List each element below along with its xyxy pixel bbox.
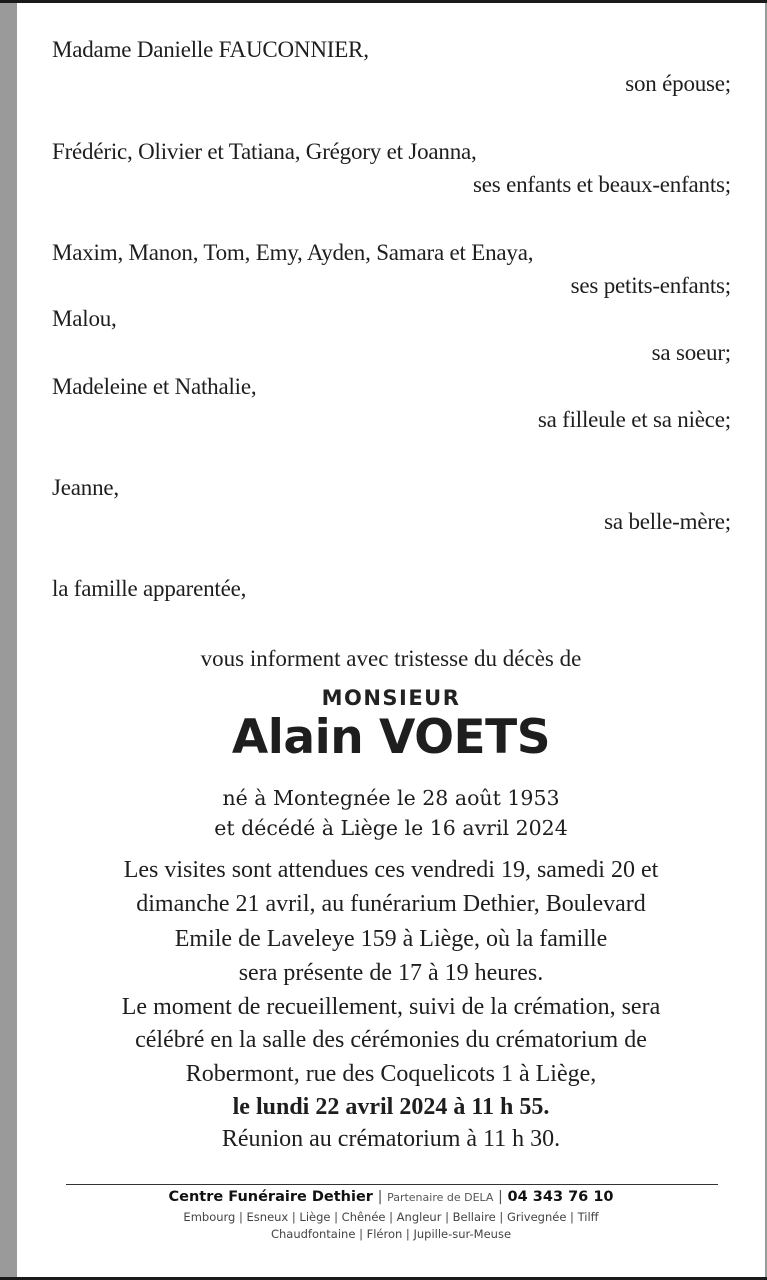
family-names: Maxim, Manon, Tom, Emy, Ayden, Samara et Enaya, [52,240,534,265]
locations-line: Embourg | Esneux | Liège | Chênée | Angleur | Bellaire | Grivegnée | Tilff [183,1210,599,1224]
deceased-title: MONSIEUR [321,686,461,710]
locations-line: Chaudfontaine | Fléron | Jupille-sur-Meuse [270,1227,512,1241]
gathering-info: Réunion au crématorium à 11 h 30. [221,1126,561,1152]
family-relation: sa filleule et sa nièce; [537,407,731,432]
separator: | [498,1189,503,1205]
family-names: Jeanne, [52,475,119,500]
phone-number: 04 343 76 10 [507,1189,614,1205]
visitation-line: Les visites sont attendues ces vendredi 19, samedi 20 et [123,857,659,883]
birth-info: né à Montegnée le 28 août 1953 [222,786,560,810]
family-names: Malou, [52,306,117,331]
funeral-home-name: Centre Funéraire Dethier [168,1189,373,1205]
separator: | [377,1189,383,1205]
visitation-line: dimanche 21 avril, au funérarium Dethier, Boulevard [136,891,646,917]
death-info: et décédé à Liège le 16 avril 2024 [214,816,568,840]
ceremony-datetime: le lundi 22 avril 2024 à 11 h 55. [232,1094,550,1120]
family-relation: sa belle-mère; [604,509,731,534]
family-names: la famille apparentée, [52,576,247,601]
announcement-intro: vous informent avec tristesse du décès de [200,646,582,671]
top-border [0,0,767,3]
partner-text: Partenaire de DELA [387,1191,494,1204]
visitation-line: Emile de Laveleye 159 à Liège, où la famille [174,926,608,952]
family-relation: ses petits-enfants; [570,273,731,298]
family-relation: son épouse; [625,71,731,96]
funeral-home-line [17,1189,765,1205]
family-relation: ses enfants et beaux-enfants; [473,172,731,197]
footer-divider [66,1184,718,1185]
visitation-line: sera présente de 17 à 19 heures. [238,960,544,986]
deceased-name: Alain VOETS [231,710,551,765]
ceremony-line: Le moment de recueillement, suivi de la crémation, sera [121,994,661,1020]
left-margin-strip [0,3,17,1277]
family-relation: sa soeur; [651,340,731,365]
family-names: Frédéric, Olivier et Tatiana, Grégory et Joanna, [52,139,477,164]
ceremony-line: Robermont, rue des Coquelicots 1 à Liège, [185,1061,597,1087]
family-names: Madame Danielle FAUCONNIER, [52,37,369,62]
family-names: Madeleine et Nathalie, [52,374,257,399]
ceremony-line: célébré en la salle des cérémonies du crématorium de [135,1027,647,1053]
